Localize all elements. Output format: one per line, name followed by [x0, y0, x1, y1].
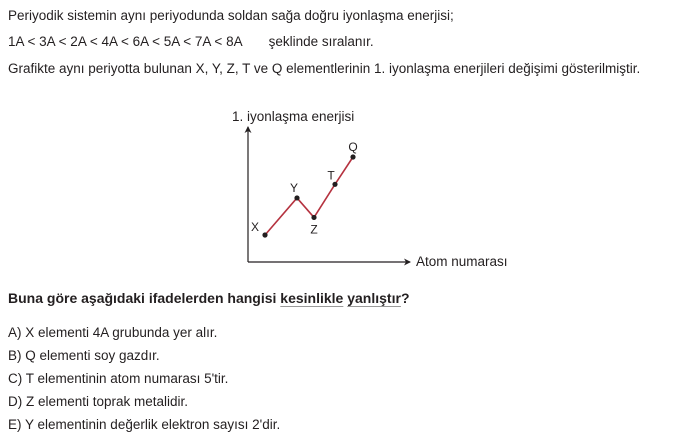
y-axis-label: 1. iyonlaşma enerjisi	[232, 109, 355, 124]
point-label-z: Z	[310, 222, 318, 237]
x-axis-label: Atom numarası	[416, 254, 508, 269]
point-q	[350, 154, 355, 159]
option-b[interactable]: B) Q elementi soy gazdır.	[8, 348, 160, 363]
question-prefix: Buna göre aşağıdaki ifadelerden hangisi	[8, 290, 281, 306]
point-label-q: Q	[348, 140, 358, 154]
emphasis-yanlistir: yanlıştır	[347, 290, 401, 306]
point-t	[332, 182, 337, 187]
series-segment-x-y	[265, 198, 297, 235]
point-label-y: Y	[289, 180, 299, 195]
point-x	[262, 232, 267, 237]
ionization-order: 1A < 3A < 2A < 4A < 6A < 5A < 7A < 8A	[8, 34, 243, 49]
series-group	[251, 140, 358, 238]
point-y	[294, 195, 299, 200]
emphasis-kesinlikle: kesinlikle	[280, 290, 344, 306]
intro-line-3: Grafikte aynı periyotta bulunan X, Y, Z, T ve Q elementlerinin 1. iyonlaşma enerjileri değişimi gösterilmiştir.	[8, 61, 641, 76]
option-d[interactable]: D) Z elementi toprak metalidir.	[8, 394, 189, 409]
question-text	[8, 290, 410, 306]
intro-line-1: Periyodik sistemin aynı periyodunda soldan sağa doğru iyonlaşma enerjisi;	[8, 8, 454, 23]
option-e[interactable]: E) Y elementinin değerlik elektron sayısı 2'dir.	[8, 417, 281, 432]
question-suffix: ?	[400, 290, 410, 306]
order-suffix: şeklinde sıralanır.	[268, 34, 374, 49]
option-c[interactable]: C) T elementinin atom numarası 5'tir.	[8, 371, 229, 386]
option-a[interactable]: A) X elementi 4A grubunda yer alır.	[8, 325, 218, 340]
point-z	[311, 215, 316, 220]
point-label-t: T	[327, 168, 335, 183]
series-segment-z-t	[314, 184, 335, 217]
point-label-x: X	[250, 220, 260, 234]
series-segment-t-q	[335, 157, 353, 184]
series-segment-y-z	[297, 198, 314, 218]
